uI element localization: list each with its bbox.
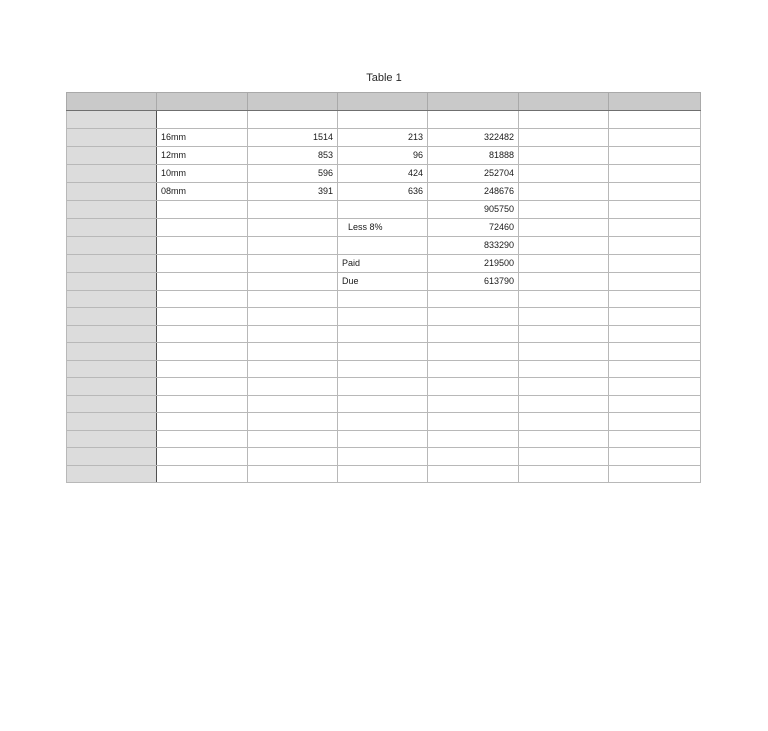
table-cell[interactable] (338, 465, 428, 483)
table-cell[interactable] (157, 290, 248, 308)
table-cell[interactable] (338, 236, 428, 254)
table-cell[interactable] (428, 395, 519, 413)
column-header-cell[interactable] (338, 93, 428, 111)
table-cell[interactable]: 12mm (157, 146, 248, 164)
table-cell[interactable]: 905750 (428, 200, 519, 218)
table-row (67, 182, 701, 200)
table-cell[interactable] (428, 111, 519, 129)
table-cell[interactable]: 16mm (157, 128, 248, 146)
table-cell[interactable]: 08mm (157, 182, 248, 200)
table-cell[interactable] (428, 343, 519, 361)
table-cell[interactable] (157, 360, 248, 378)
table-cell[interactable] (519, 308, 609, 326)
table-cell[interactable] (157, 378, 248, 396)
table-cell[interactable] (338, 200, 428, 218)
table-cell[interactable] (519, 236, 609, 254)
table-cell[interactable] (157, 200, 248, 218)
table-body (67, 93, 701, 483)
table-row (67, 343, 701, 361)
table-cell[interactable] (248, 343, 338, 361)
table-cell[interactable] (248, 448, 338, 466)
table-cell[interactable] (609, 430, 701, 448)
table-cell[interactable] (428, 465, 519, 483)
table-cell[interactable] (248, 430, 338, 448)
table-row (67, 448, 701, 466)
table-cell[interactable] (338, 290, 428, 308)
table-cell[interactable] (609, 360, 701, 378)
table-row (67, 128, 701, 146)
table-cell[interactable] (428, 325, 519, 343)
table-cell[interactable] (609, 218, 701, 236)
row-header-cell[interactable] (67, 395, 157, 413)
header-row (67, 93, 701, 111)
table-cell[interactable] (338, 413, 428, 431)
table-cell[interactable] (609, 200, 701, 218)
table-cell[interactable] (157, 218, 248, 236)
table-cell[interactable] (609, 236, 701, 254)
table-cell[interactable] (157, 111, 248, 129)
table-row (67, 395, 701, 413)
table-cell[interactable] (248, 378, 338, 396)
table-cell[interactable] (519, 200, 609, 218)
table-cell[interactable] (338, 308, 428, 326)
table-cell[interactable] (428, 378, 519, 396)
table-row (67, 200, 701, 218)
row-header-cell[interactable] (67, 343, 157, 361)
table-cell[interactable] (157, 395, 248, 413)
table-row (67, 430, 701, 448)
row-header-cell[interactable] (67, 146, 157, 164)
table-cell[interactable] (338, 448, 428, 466)
table-cell[interactable] (248, 254, 338, 272)
table-cell[interactable] (519, 254, 609, 272)
table-cell[interactable] (519, 413, 609, 431)
corner-cell[interactable] (67, 93, 157, 111)
table-cell[interactable] (248, 272, 338, 290)
table-cell[interactable] (519, 146, 609, 164)
row-header-cell[interactable] (67, 272, 157, 290)
table-cell[interactable] (609, 272, 701, 290)
table-cell[interactable] (519, 395, 609, 413)
table-cell[interactable] (157, 236, 248, 254)
table-cell[interactable] (157, 308, 248, 326)
table-cell[interactable]: 248676 (428, 182, 519, 200)
table-cell[interactable]: 1514 (248, 128, 338, 146)
row-header-cell[interactable] (67, 236, 157, 254)
table-cell[interactable] (338, 395, 428, 413)
table-cell[interactable]: 322482 (428, 128, 519, 146)
table-cell[interactable] (609, 146, 701, 164)
table-cell[interactable] (609, 465, 701, 483)
table-cell[interactable] (609, 182, 701, 200)
table-cell[interactable]: 81888 (428, 146, 519, 164)
table-cell[interactable] (248, 413, 338, 431)
table-cell[interactable] (338, 111, 428, 129)
row-header-cell[interactable] (67, 128, 157, 146)
table-row (67, 413, 701, 431)
table-row (67, 378, 701, 396)
table-cell[interactable]: 252704 (428, 164, 519, 182)
table-cell[interactable] (248, 308, 338, 326)
table-cell[interactable] (519, 343, 609, 361)
table-cell[interactable]: 72460 (428, 218, 519, 236)
table-title: Table 1 (366, 72, 402, 84)
table-cell[interactable] (609, 254, 701, 272)
table-cell[interactable] (519, 218, 609, 236)
table-cell[interactable] (248, 218, 338, 236)
table-cell[interactable] (609, 413, 701, 431)
table-cell[interactable] (519, 325, 609, 343)
table-cell[interactable] (609, 128, 701, 146)
table-cell[interactable] (519, 430, 609, 448)
table-cell[interactable] (248, 325, 338, 343)
table-row (67, 290, 701, 308)
table-cell[interactable] (428, 413, 519, 431)
table-cell[interactable] (338, 360, 428, 378)
column-header-cell[interactable] (428, 93, 519, 111)
table-cell[interactable] (248, 111, 338, 129)
column-header-cell[interactable] (519, 93, 609, 111)
table-cell[interactable] (248, 290, 338, 308)
spreadsheet-table (66, 92, 701, 483)
table-cell[interactable] (609, 111, 701, 129)
table-row (67, 325, 701, 343)
table-cell[interactable] (338, 343, 428, 361)
table-cell[interactable] (609, 164, 701, 182)
row-header-cell[interactable] (67, 465, 157, 483)
row-header-cell[interactable] (67, 308, 157, 326)
table-cell[interactable] (609, 448, 701, 466)
table-cell[interactable] (157, 465, 248, 483)
row-header-cell[interactable] (67, 218, 157, 236)
table-cell[interactable] (248, 465, 338, 483)
table-cell[interactable]: 219500 (428, 254, 519, 272)
table-cell[interactable] (248, 200, 338, 218)
table-cell[interactable] (428, 308, 519, 326)
row-header-cell[interactable] (67, 111, 157, 129)
table-cell[interactable]: Less 8% (338, 218, 428, 236)
table-cell[interactable] (428, 360, 519, 378)
table-row (67, 360, 701, 378)
table-row (67, 236, 701, 254)
table-cell[interactable] (609, 343, 701, 361)
table-cell[interactable]: 613790 (428, 272, 519, 290)
table-cell[interactable]: Paid (338, 254, 428, 272)
table-cell[interactable]: 96 (338, 146, 428, 164)
table-cell[interactable] (157, 325, 248, 343)
table-row (67, 465, 701, 483)
table-cell[interactable] (519, 128, 609, 146)
table-cell[interactable] (519, 378, 609, 396)
table-cell[interactable] (248, 360, 338, 378)
table-cell[interactable] (428, 290, 519, 308)
table-cell[interactable] (248, 395, 338, 413)
table-row (67, 254, 701, 272)
table-cell[interactable] (609, 308, 701, 326)
table-cell[interactable] (248, 236, 338, 254)
table-cell[interactable] (157, 448, 248, 466)
row-header-cell[interactable] (67, 164, 157, 182)
row-header-cell[interactable] (67, 378, 157, 396)
table-cell[interactable]: Due (338, 272, 428, 290)
table-cell[interactable] (519, 360, 609, 378)
table-row (67, 164, 701, 182)
table-cell[interactable] (609, 378, 701, 396)
row-header-cell[interactable] (67, 200, 157, 218)
table-cell[interactable]: 833290 (428, 236, 519, 254)
table-cell[interactable]: 10mm (157, 164, 248, 182)
table-cell[interactable] (609, 395, 701, 413)
column-header-cell[interactable] (609, 93, 701, 111)
row-header-cell[interactable] (67, 360, 157, 378)
table-cell[interactable] (519, 448, 609, 466)
table-cell[interactable] (157, 430, 248, 448)
table-row (67, 272, 701, 290)
table-cell[interactable]: 213 (338, 128, 428, 146)
table-cell[interactable] (428, 448, 519, 466)
table-cell[interactable]: 596 (248, 164, 338, 182)
table-cell[interactable] (338, 325, 428, 343)
table-cell[interactable]: 424 (338, 164, 428, 182)
table-cell[interactable] (519, 272, 609, 290)
table-cell[interactable] (428, 430, 519, 448)
table-cell[interactable]: 636 (338, 182, 428, 200)
table-cell[interactable] (519, 465, 609, 483)
table-row (67, 218, 701, 236)
table-row (67, 308, 701, 326)
table-row (67, 146, 701, 164)
column-header-cell[interactable] (248, 93, 338, 111)
table-cell[interactable] (338, 378, 428, 396)
row-header-cell[interactable] (67, 430, 157, 448)
table-cell[interactable] (338, 430, 428, 448)
column-header-cell[interactable] (157, 93, 248, 111)
row-header-cell[interactable] (67, 325, 157, 343)
table-cell[interactable] (157, 413, 248, 431)
row-header-cell[interactable] (67, 254, 157, 272)
table-cell[interactable] (157, 254, 248, 272)
table-cell[interactable] (519, 290, 609, 308)
table-row (67, 111, 701, 129)
table-cell[interactable] (157, 343, 248, 361)
row-header-cell[interactable] (67, 448, 157, 466)
table-cell[interactable] (519, 111, 609, 129)
row-header-cell[interactable] (67, 290, 157, 308)
table-cell[interactable] (519, 182, 609, 200)
row-header-cell[interactable] (67, 182, 157, 200)
row-header-cell[interactable] (67, 413, 157, 431)
table-cell[interactable] (609, 325, 701, 343)
table-cell[interactable]: 853 (248, 146, 338, 164)
table-cell[interactable]: 391 (248, 182, 338, 200)
table-cell[interactable] (609, 290, 701, 308)
table-cell[interactable] (519, 164, 609, 182)
table-cell[interactable] (157, 272, 248, 290)
